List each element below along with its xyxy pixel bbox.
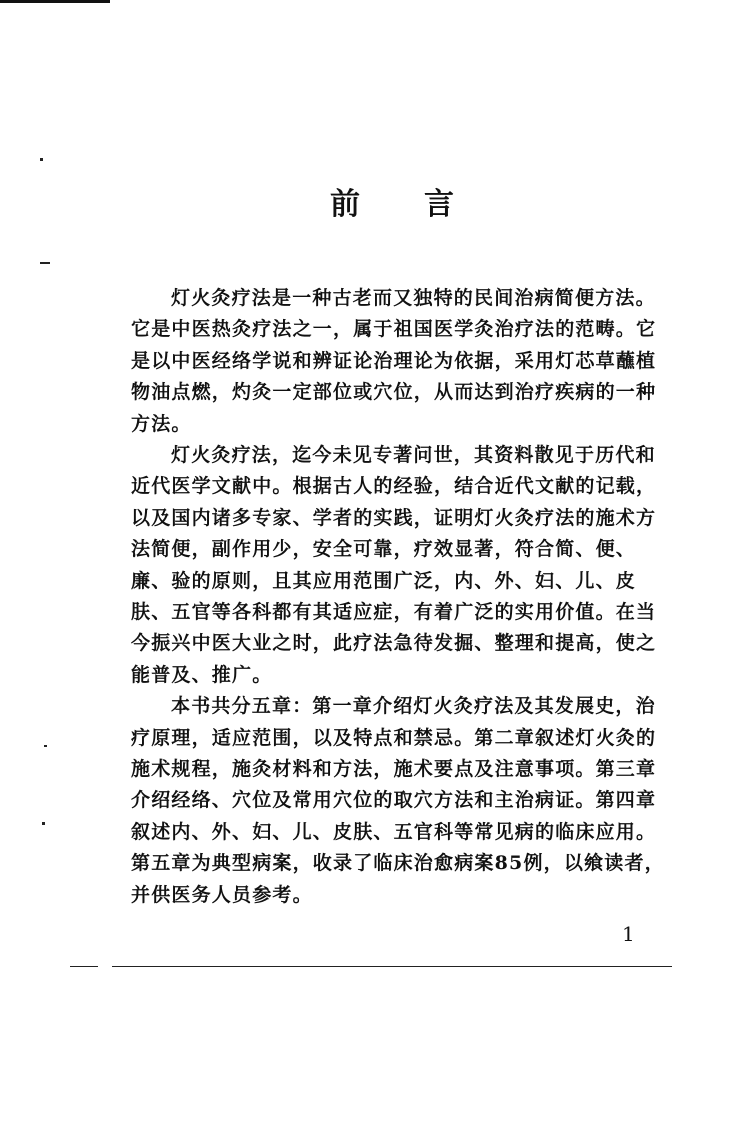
text-line: 物油点燃，灼灸一定部位或穴位，从而达到治疗疾病的一种 bbox=[131, 381, 657, 404]
text-line: 今振兴中医大业之时，此疗法急待发掘、整理和提高，使之 bbox=[131, 632, 657, 655]
text-line: 施术规程，施灸材料和方法，施术要点及注意事项。第三章 bbox=[131, 758, 657, 780]
page-number: 1 bbox=[622, 922, 635, 946]
text-line: 法简便，副作用少，安全可靠，疗效显著，符合简、便、 bbox=[131, 538, 637, 561]
text-line: 能普及、推广。 bbox=[131, 663, 273, 686]
text-line: 疗原理，适应范围，以及特点和禁忌。第二章叙述灯火灸的 bbox=[131, 726, 657, 749]
scan-edge-bar bbox=[0, 0, 110, 3]
text-line: 廉、验的原则，且其应用范围广泛，内、外、妇、儿、皮 bbox=[131, 569, 637, 592]
text-line: 介绍经络、穴位及常用穴位的取穴方法和主治病证。第四章 bbox=[131, 789, 657, 812]
text-line: 它是中医热灸疗法之一，属于祖国医学灸治疗法的范畴。它 bbox=[131, 318, 657, 341]
text-line: 灯火灸疗法，迄今未见专著问世，其资料散见于历代和 bbox=[171, 444, 656, 466]
text-line: 近代医学文献中。根据古人的经验，结合近代文献的记载， bbox=[131, 475, 657, 498]
scan-speck bbox=[40, 158, 43, 161]
text-line: 肤、五官等各科都有其适应症，有着广泛的实用价值。在当 bbox=[131, 601, 657, 623]
page-title-char-2: 言 bbox=[424, 187, 454, 222]
text-line: 灯火灸疗法是一种古老而又独特的民间治病简便方法。 bbox=[171, 287, 656, 309]
scan-speck bbox=[40, 262, 50, 264]
scan-speck bbox=[42, 822, 45, 825]
page-title-char-1: 前 bbox=[330, 187, 360, 222]
text-line: 方法。 bbox=[131, 412, 192, 435]
footer-rule bbox=[112, 966, 672, 967]
footer-rule-dash bbox=[70, 966, 98, 967]
text-line: 本书共分五章：第一章介绍灯火灸疗法及其发展史，治 bbox=[171, 695, 656, 718]
text-line: 第五章为典型病案，收录了临床治愈病案85例，以飨读者， bbox=[131, 852, 665, 875]
text-line: 并供医务人员参考。 bbox=[131, 883, 313, 906]
scan-speck bbox=[44, 745, 47, 747]
text-line: 叙述内、外、妇、儿、皮肤、五官科等常见病的临床应用。 bbox=[131, 820, 657, 843]
text-line: 是以中医经络学说和辨证论治理论为依据，采用灯芯草蘸植 bbox=[131, 349, 657, 372]
text-line: 以及国内诸多专家、学者的实践，证明灯火灸疗法的施术方 bbox=[131, 506, 657, 529]
